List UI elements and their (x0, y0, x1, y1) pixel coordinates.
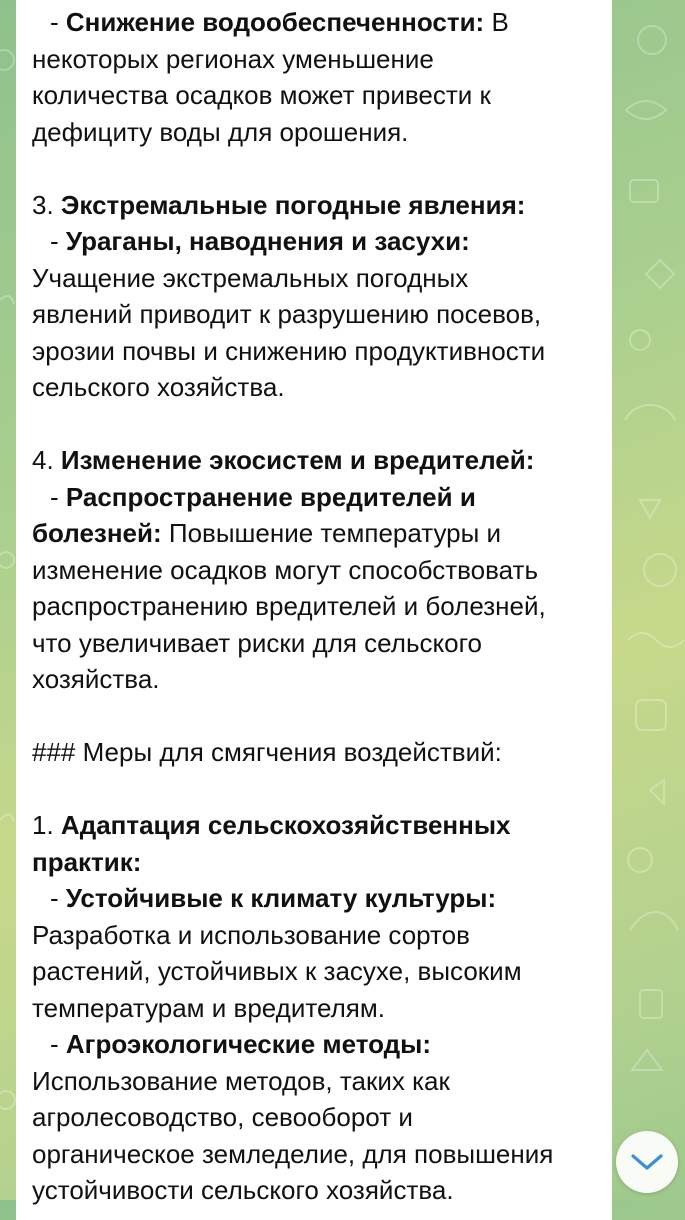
bullet-prefix: - (50, 226, 66, 256)
section-number: 4. (32, 445, 61, 475)
bullet-title-cont: болезней: (32, 518, 162, 548)
bullet-title: Ураганы, наводнения и засухи: (65, 226, 470, 256)
text-line: Разработка и использование сортов (32, 919, 470, 950)
text-line: температурам и вредителям. (32, 992, 385, 1023)
section-number: 1. (32, 810, 61, 840)
text-line: явлений приводит к разрушению посевов, (32, 299, 542, 329)
text-line: Учащение экстремальных погодных (32, 262, 469, 293)
section-number: 3. (32, 189, 61, 220)
text-line: некоторых регионах уменьшение (32, 43, 434, 74)
bullet-agroecology (32, 1026, 592, 1063)
measure-heading-1 (32, 807, 592, 844)
section-heading-3 (32, 187, 592, 224)
bullet-title: Агроэкологические методы: (65, 1029, 432, 1059)
section-title: Экстремальные погодные явления: (60, 189, 526, 220)
bullet-pests (32, 479, 592, 516)
measures-heading: ### Меры для смягчения воздействий: (32, 737, 502, 767)
text-line: агролесоводство, севооборот и (32, 1102, 413, 1132)
text-line: Использование методов, таких как (32, 1065, 450, 1096)
bullet-prefix: - (50, 1029, 66, 1059)
text-line: дефициту воды для орошения. (32, 116, 409, 147)
text-line: сельского хозяйства. (32, 372, 285, 402)
section-title: Адаптация сельскохозяйственных (60, 810, 511, 840)
text-line: устойчивости сельского хозяйства. (32, 1175, 454, 1205)
bullet-resilient-crops (32, 880, 592, 917)
bullet-title: Распространение вредителей и (65, 481, 476, 512)
text-line: хозяйства. (32, 664, 160, 694)
text-line (32, 515, 592, 552)
message-text (32, 4, 592, 1209)
chevron-down-icon (630, 1152, 664, 1172)
scroll-to-bottom-button[interactable] (616, 1131, 678, 1193)
bullet-text: В (484, 7, 509, 37)
text-line: эрозии почвы и снижению продуктивности (32, 335, 546, 366)
bullet-text: Повышение температуры и (161, 518, 502, 548)
bullet-prefix: - (50, 481, 66, 512)
text-line: распространению вредителей и болезней, (32, 591, 546, 621)
section-heading-4 (32, 442, 592, 479)
section-title-cont: практик: (32, 846, 142, 877)
text-line: изменение осадков могут способствовать (32, 554, 539, 585)
bullet-extreme-events (32, 223, 592, 260)
text-line: что увеличивает риски для сельского (32, 627, 482, 658)
text-line: органическое земледелие, для повышения (32, 1138, 554, 1169)
bullet-prefix: - (50, 7, 66, 37)
bullet-title: Устойчивые к климату культуры: (65, 883, 497, 913)
measure-heading-1-cont (32, 844, 592, 881)
text-line: растений, устойчивых к засухе, высоким (32, 956, 522, 986)
section-title: Изменение экосистем и вредителей: (60, 445, 535, 475)
bullet-water-supply (32, 4, 592, 41)
bullet-prefix: - (50, 883, 66, 913)
text-line: количества осадков может привести к (32, 80, 491, 110)
bullet-title: Снижение водообеспеченности: (65, 7, 485, 37)
